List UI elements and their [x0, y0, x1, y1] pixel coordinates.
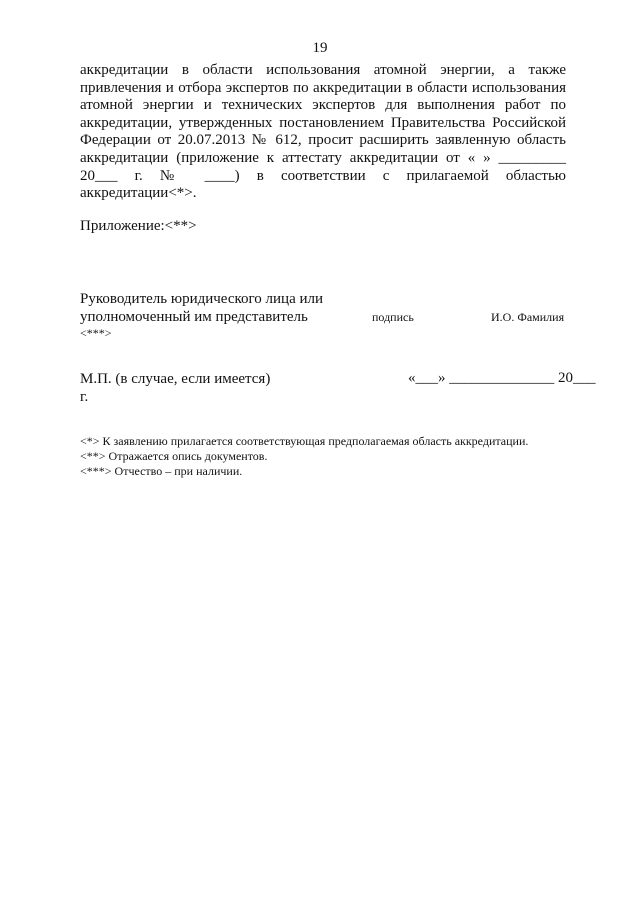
name-label: И.О. Фамилия — [491, 310, 565, 324]
footnote-2: <**> Отражается опись документов. — [80, 449, 268, 463]
signature-label: подпись — [372, 310, 414, 324]
seal-line-1: М.П. (в случае, если имеется) — [80, 371, 271, 387]
seal-line-2: г. — [80, 389, 89, 405]
appendix-label: Приложение:<**> — [80, 218, 197, 234]
body-paragraph: аккредитации в области использования атомной энергии, а также привлечения и отбора экспертов по аккредитации в области использования атомной энергии и технических экспертов для выполнения работ по аккредитации, утвержденных постановлением Правительства Российской Федерации от 20.07.2013 № 612, просит расширить заявленную область аккредитации (приложение к аттестату аккредитации от « » _________ 20___ г. № ____) в соответствии с прилагаемой областью аккредитации<*>. — [80, 62, 566, 202]
signer-line-2: уполномоченный им представитель — [80, 309, 308, 325]
signer-line-1: Руководитель юридического лица или — [80, 291, 324, 307]
footnotes — [80, 434, 528, 479]
footnote-1: <*> К заявлению прилагается соответствующая предполагаемая область аккредитации. — [80, 434, 529, 448]
seal-block — [80, 370, 270, 406]
date-line: «___» ______________ 20___ — [408, 370, 596, 386]
signer-footnote-marker: <***> — [80, 326, 112, 340]
page-number: 19 — [312, 40, 328, 56]
signer-block — [80, 290, 323, 340]
footnote-3: <***> Отчество – при наличии. — [80, 464, 243, 478]
